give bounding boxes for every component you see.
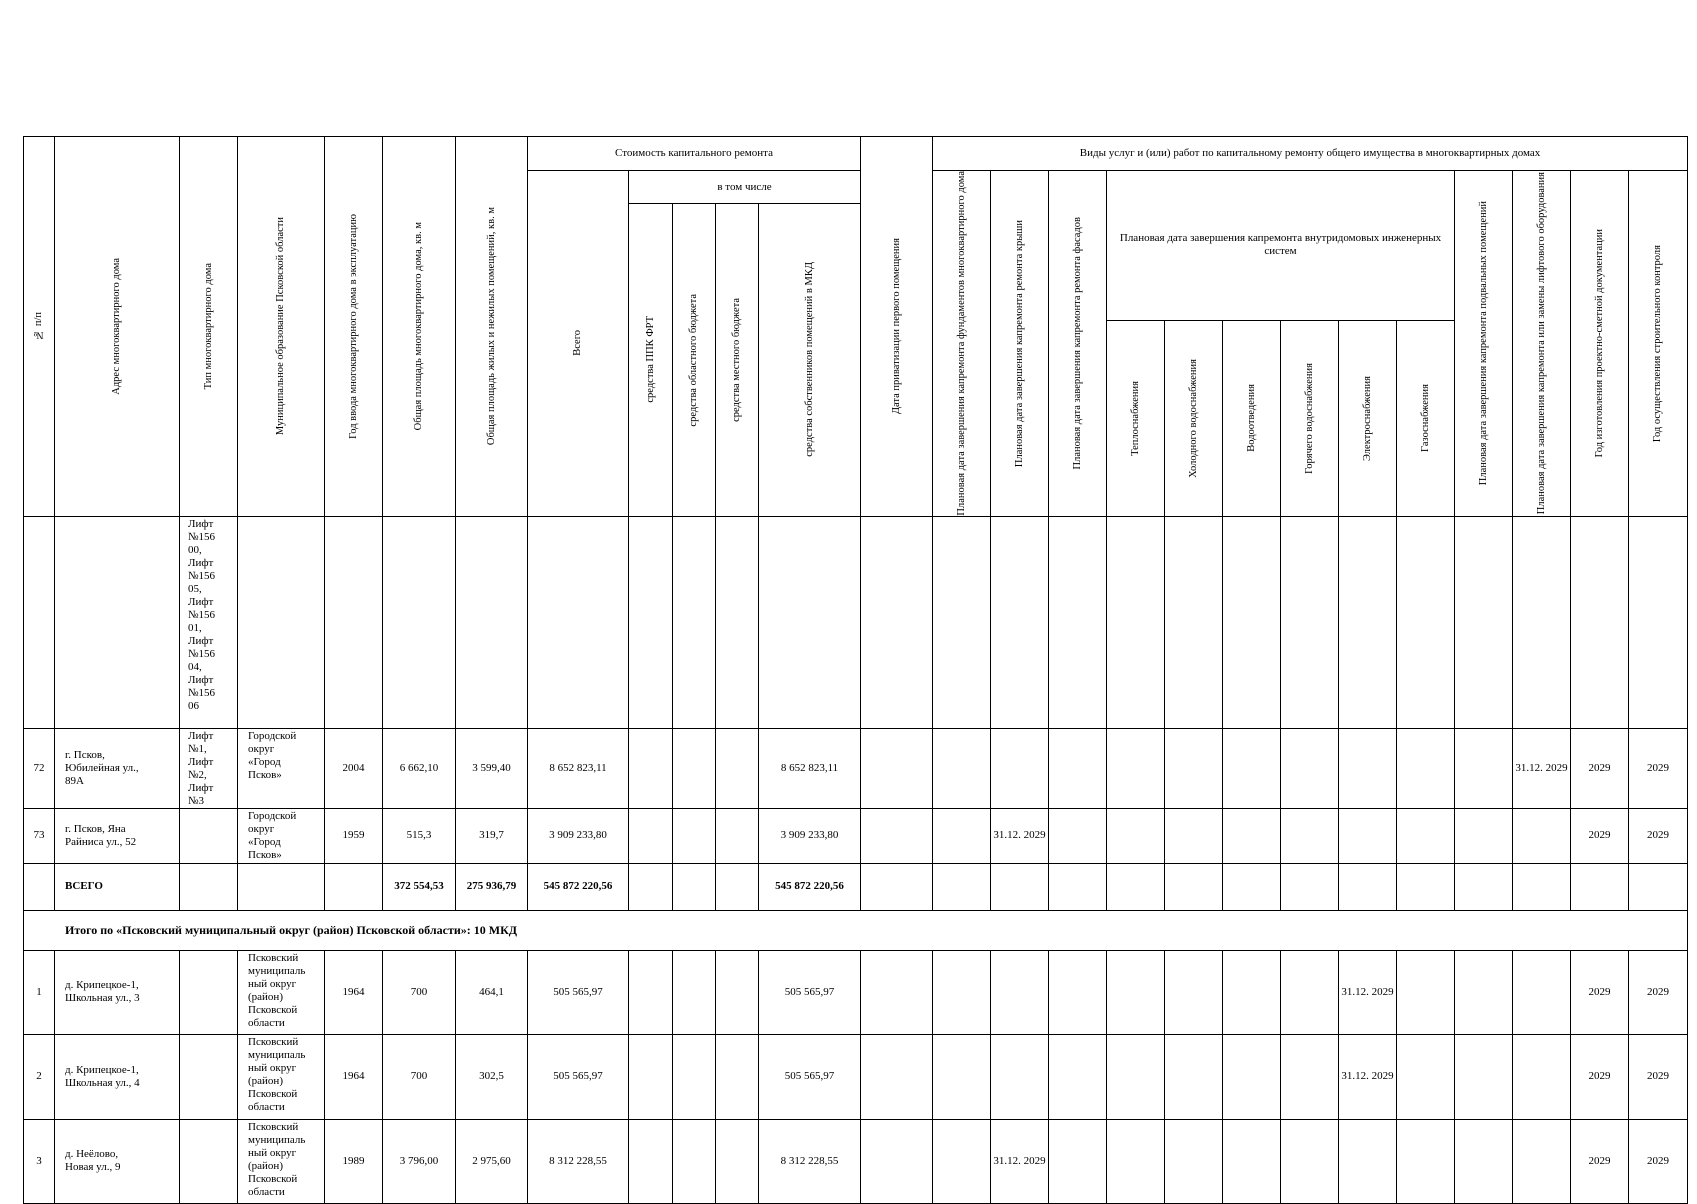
text-line: «Город: [248, 755, 281, 768]
year-cell: 1964: [325, 950, 383, 1034]
capital-repair-table-sheet: [23, 136, 1674, 1204]
header-design-year: Год изготовления проектно-сметной документации: [1571, 171, 1629, 517]
header-hot-water: Горячего водоснабжения: [1281, 320, 1339, 516]
owners-cell: 505 565,97: [759, 1034, 861, 1119]
header-roof: Плановая дата завершения капремонта ремонта крыши: [991, 171, 1049, 517]
text-line: №1,: [188, 742, 207, 755]
roof-cell: 31.12. 2029: [991, 1119, 1049, 1203]
text-line: ный округ: [248, 1061, 297, 1074]
control-year-cell: 2029: [1629, 1034, 1688, 1119]
header-fund-ppk: средства ППК ФРТ: [629, 204, 673, 517]
text-line: Городской: [248, 809, 297, 822]
municipality-cell: [238, 808, 325, 863]
text-line: Лифт: [188, 755, 214, 768]
header-residential-area: Общая площадь жилых и нежилых помещений, кв. м: [456, 137, 528, 517]
roof-cell: [991, 950, 1049, 1034]
text-line: Лифт: [188, 517, 214, 530]
design-year-cell: 2029: [1571, 808, 1629, 863]
header-elevator: Плановая дата завершения капремонта или замены лифтового оборудования: [1513, 171, 1571, 517]
cost-total-cell: 3 909 233,80: [528, 808, 629, 863]
res-area-cell: 2 975,60: [456, 1119, 528, 1203]
header-cold-water: Холодного водоснабжения: [1165, 320, 1223, 516]
text-line: округ: [248, 822, 275, 835]
type-lines: [188, 518, 237, 713]
control-year-cell: 2029: [1629, 728, 1688, 808]
type-cell: [180, 808, 238, 863]
design-year-cell: 2029: [1571, 1034, 1629, 1119]
text-line: №156: [188, 569, 215, 582]
header-facade: Плановая дата завершения капремонта ремонта фасадов: [1049, 171, 1107, 517]
elevator-cell: [1513, 1119, 1571, 1203]
address-cell: [55, 1119, 180, 1203]
control-year-cell: 2029: [1629, 950, 1688, 1034]
table-row: [24, 1119, 1688, 1203]
text-line: №156: [188, 608, 215, 621]
type-cell: [180, 1034, 238, 1119]
header-type: Тип многоквартирного дома: [180, 137, 238, 517]
res-area-cell: 3 599,40: [456, 728, 528, 808]
cost-total-sum: 545 872 220,56: [528, 863, 629, 910]
text-line: д. Неёлово,: [65, 1148, 119, 1161]
header-fund-owners: средства собственников помещений в МКД: [759, 204, 861, 517]
text-line: Псков»: [248, 768, 282, 781]
text-line: Псковской: [248, 1172, 298, 1185]
header-electricity: Электроснабжения: [1339, 320, 1397, 516]
type-cell: [180, 516, 238, 728]
text-line: 00,: [188, 543, 202, 556]
text-line: д. Крипецкое-1,: [65, 979, 139, 992]
type-cell: [180, 950, 238, 1034]
header-fund-local: средства местного бюджета: [716, 204, 759, 517]
text-line: муниципаль: [248, 1133, 306, 1146]
header-cost-total: Всего: [528, 171, 629, 517]
control-year-cell: 2029: [1629, 808, 1688, 863]
text-line: Лифт: [188, 673, 214, 686]
text-line: №2,: [188, 768, 207, 781]
elevator-cell: [1513, 950, 1571, 1034]
year-cell: 1989: [325, 1119, 383, 1203]
text-line: 04,: [188, 660, 202, 673]
text-line: муниципаль: [248, 1048, 306, 1061]
text-line: Школьная ул., 4: [65, 1076, 140, 1089]
total-area-cell: 515,3: [383, 808, 456, 863]
text-line: муниципаль: [248, 964, 306, 977]
text-line: Школьная ул., 3: [65, 992, 140, 1005]
total-area-cell: 700: [383, 950, 456, 1034]
text-line: д. Крипецкое-1,: [65, 1063, 139, 1076]
header-municipality: Муниципальное образование Псковской области: [238, 137, 325, 517]
electricity-cell: 31.12. 2029: [1339, 1034, 1397, 1119]
type-cell: [180, 1119, 238, 1203]
header-engineering-group: Плановая дата завершения капремонта внутридомовых инженерных систем: [1107, 171, 1455, 321]
electricity-cell: [1339, 808, 1397, 863]
num-cell: 72: [24, 728, 55, 808]
municipality-cell: [238, 950, 325, 1034]
text-line: г. Псков,: [65, 748, 105, 761]
total-area-cell: 3 796,00: [383, 1119, 456, 1203]
num-cell: 3: [24, 1119, 55, 1203]
text-line: Лифт: [188, 556, 214, 569]
header-num: № п/п: [24, 137, 55, 517]
text-line: (район): [248, 1159, 283, 1172]
text-line: Псковской: [248, 1087, 298, 1100]
control-year-cell: 2029: [1629, 1119, 1688, 1203]
text-line: области: [248, 1016, 285, 1029]
text-line: №156: [188, 686, 215, 699]
table-row: [24, 728, 1688, 808]
text-line: Лифт: [188, 634, 214, 647]
electricity-cell: [1339, 1119, 1397, 1203]
roof-cell: [991, 728, 1049, 808]
header-fund-regional: средства областного бюджета: [673, 204, 716, 517]
owners-cell: 8 652 823,11: [759, 728, 861, 808]
section-title-row: [24, 910, 1688, 950]
municipality-cell: [238, 1119, 325, 1203]
text-line: Лифт: [188, 781, 214, 794]
text-line: Городской: [248, 729, 297, 742]
res-area-sum: 275 936,79: [456, 863, 528, 910]
text-line: №156: [188, 647, 215, 660]
design-year-cell: 2029: [1571, 1119, 1629, 1203]
owners-cell: 8 312 228,55: [759, 1119, 861, 1203]
res-area-cell: 302,5: [456, 1034, 528, 1119]
table-row: [24, 1034, 1688, 1119]
total-label: ВСЕГО: [55, 863, 180, 910]
header-heating: Теплоснабжения: [1107, 320, 1165, 516]
num-cell: 1: [24, 950, 55, 1034]
text-line: Лифт: [188, 595, 214, 608]
address-cell: [55, 808, 180, 863]
address-cell: [55, 1034, 180, 1119]
cost-total-cell: 8 652 823,11: [528, 728, 629, 808]
text-line: 89А: [65, 774, 84, 787]
text-line: области: [248, 1100, 285, 1113]
total-area-cell: 6 662,10: [383, 728, 456, 808]
text-line: Псковской: [248, 1003, 298, 1016]
elevator-cell: [1513, 808, 1571, 863]
total-row: [24, 863, 1688, 910]
header-year-built: Год ввода многоквартирного дома в эксплуатацию: [325, 137, 383, 517]
text-line: №156: [188, 530, 215, 543]
table-row: [24, 950, 1688, 1034]
address-cell: [55, 950, 180, 1034]
total-area-cell: 700: [383, 1034, 456, 1119]
capital-repair-table: [23, 136, 1688, 1204]
table-body: [24, 516, 1688, 1203]
design-year-cell: 2029: [1571, 728, 1629, 808]
cost-total-cell: 505 565,97: [528, 1034, 629, 1119]
header-privatization-date: Дата приватизации первого помещения: [861, 137, 933, 517]
text-line: ный округ: [248, 977, 297, 990]
text-line: 06: [188, 699, 199, 712]
text-line: ный округ: [248, 1146, 297, 1159]
owners-cell: 3 909 233,80: [759, 808, 861, 863]
text-line: 01,: [188, 621, 202, 634]
cost-total-cell: 505 565,97: [528, 950, 629, 1034]
header-sewerage: Водоотведения: [1223, 320, 1281, 516]
text-line: округ: [248, 742, 275, 755]
text-line: Псков»: [248, 848, 282, 861]
text-line: Юбилейная ул.,: [65, 761, 139, 774]
cost-total-cell: 8 312 228,55: [528, 1119, 629, 1203]
text-line: (район): [248, 990, 283, 1003]
owners-cell: 505 565,97: [759, 950, 861, 1034]
address-cell: [55, 728, 180, 808]
design-year-cell: 2029: [1571, 950, 1629, 1034]
electricity-cell: [1339, 728, 1397, 808]
elevator-cell: 31.12. 2029: [1513, 728, 1571, 808]
text-line: Райниса ул., 52: [65, 835, 137, 848]
roof-cell: [991, 1034, 1049, 1119]
header-including: в том числе: [629, 171, 861, 204]
table-row-continuation: [24, 516, 1688, 728]
text-line: №3: [188, 794, 204, 807]
text-line: 05,: [188, 582, 202, 595]
year-cell: 2004: [325, 728, 383, 808]
num-cell: 73: [24, 808, 55, 863]
header-gas: Газоснабжения: [1397, 320, 1455, 516]
text-line: Новая ул., 9: [65, 1161, 121, 1174]
text-line: области: [248, 1185, 285, 1198]
header-control-year: Год осуществления строительного контроля: [1629, 171, 1688, 517]
elevator-cell: [1513, 1034, 1571, 1119]
year-cell: 1959: [325, 808, 383, 863]
header-address: Адрес многоквартирного дома: [55, 137, 180, 517]
municipality-cell: [238, 1034, 325, 1119]
header-basement: Плановая дата завершения капремонта подвальных помещений: [1455, 171, 1513, 517]
text-line: г. Псков, Яна: [65, 822, 126, 835]
text-line: Псковский: [248, 951, 299, 964]
electricity-cell: 31.12. 2029: [1339, 950, 1397, 1034]
roof-cell: 31.12. 2029: [991, 808, 1049, 863]
text-line: Лифт: [188, 729, 214, 742]
header-cost-group: Стоимость капитального ремонта: [528, 137, 861, 171]
type-cell: [180, 728, 238, 808]
table-row: [24, 808, 1688, 863]
res-area-cell: 319,7: [456, 808, 528, 863]
text-line: Псковский: [248, 1120, 299, 1133]
year-cell: 1964: [325, 1034, 383, 1119]
text-line: (район): [248, 1074, 283, 1087]
section-title: Итого по «Псковский муниципальный округ (район) Псковской области»: 10 МКД: [24, 910, 1688, 950]
header-total-area: Общая площадь многоквартирного дома, кв. м: [383, 137, 456, 517]
owners-sum: 545 872 220,56: [759, 863, 861, 910]
header-foundation: Плановая дата завершения капремонта фундаментов многоквартирного дома: [933, 171, 991, 517]
text-line: «Город: [248, 835, 281, 848]
text-line: Псковский: [248, 1035, 299, 1048]
municipality-cell: [238, 728, 325, 808]
res-area-cell: 464,1: [456, 950, 528, 1034]
header-works-group: Виды услуг и (или) работ по капитальному ремонту общего имущества в многоквартирных домах: [933, 137, 1688, 171]
total-area-sum: 372 554,53: [383, 863, 456, 910]
num-cell: 2: [24, 1034, 55, 1119]
